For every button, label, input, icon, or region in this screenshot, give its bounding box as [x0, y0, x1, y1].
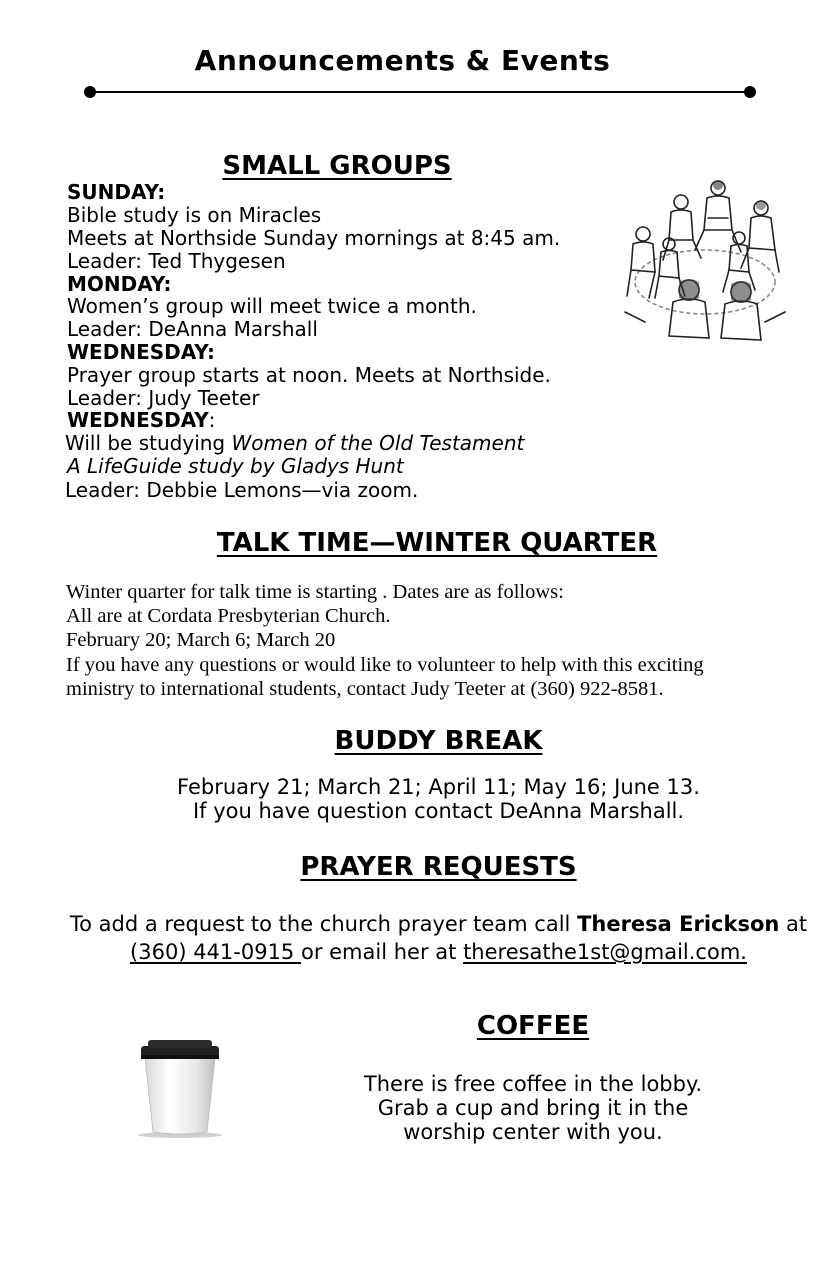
- prayer-contact-name: Theresa Erickson: [577, 912, 780, 936]
- small-groups-title: SMALL GROUPS: [222, 151, 452, 181]
- talk-time-title: TALK TIME—WINTER QUARTER: [216, 528, 658, 558]
- coffee-line3: worship center with you.: [403, 1120, 663, 1144]
- coffee-line2: Grab a cup and bring it in the: [377, 1096, 689, 1120]
- coffee-cup-icon: [130, 1036, 230, 1144]
- coffee-line1: There is free coffee in the lobby.: [363, 1072, 703, 1096]
- coffee-title: COFFEE: [476, 1011, 590, 1041]
- talk-time-line5: ministry to international students, contact Judy Teeter at (360) 922-8581.: [66, 678, 664, 700]
- prayer-line2: (360) 441-0915 or email her at theresathe1st@gmail.com.: [130, 940, 747, 964]
- buddy-break-contact: If you have question contact DeAnna Marshall.: [192, 799, 685, 823]
- prayer-requests-title: PRAYER REQUESTS: [300, 852, 577, 882]
- small-group-illustration: [615, 172, 795, 352]
- wednesday2-leader: Leader: Debbie Lemons—via zoom.: [65, 478, 419, 502]
- rule-right-dot: [744, 86, 756, 98]
- wednesday2-line1: Will be studying Women of the Old Testament: [65, 431, 525, 455]
- monday-leader: Leader: DeAnna Marshall: [67, 317, 318, 341]
- prayer-email-link[interactable]: theresathe1st@gmail.com.: [463, 940, 747, 964]
- prayer-phone-link[interactable]: (360) 441-0915: [130, 940, 301, 964]
- wednesday2-heading: WEDNESDAY:: [67, 408, 216, 432]
- wednesday2-subtitle: A LifeGuide study by Gladys Hunt: [67, 454, 404, 478]
- wednesday1-line1: Prayer group starts at noon. Meets at Northside.: [67, 363, 551, 387]
- talk-time-line3: February 20; March 6; March 20: [66, 629, 336, 651]
- sunday-line2: Meets at Northside Sunday mornings at 8:45 am.: [67, 226, 561, 250]
- talk-time-line1: Winter quarter for talk time is starting . Dates are as follows:: [66, 581, 564, 603]
- book-title: Women of the Old Testament: [231, 431, 525, 455]
- page-title: Announcements & Events: [194, 44, 611, 77]
- monday-heading: MONDAY:: [67, 272, 172, 296]
- buddy-break-dates: February 21; March 21; April 11; May 16; June 13.: [177, 775, 700, 799]
- buddy-break-title: BUDDY BREAK: [334, 726, 543, 756]
- header-rule: [90, 91, 750, 93]
- prayer-line1: To add a request to the church prayer team call Theresa Erickson at: [69, 912, 808, 936]
- sunday-leader: Leader: Ted Thygesen: [67, 249, 286, 273]
- sunday-line1: Bible study is on Miracles: [67, 203, 322, 227]
- talk-time-line2: All are at Cordata Presbyterian Church.: [66, 605, 391, 627]
- wednesday1-leader: Leader: Judy Teeter: [67, 386, 260, 410]
- wednesday1-heading: WEDNESDAY:: [67, 340, 216, 364]
- monday-line1: Women’s group will meet twice a month.: [67, 294, 477, 318]
- sunday-heading: SUNDAY:: [67, 180, 166, 204]
- talk-time-line4: If you have any questions or would like to volunteer to help with this exciting: [66, 654, 704, 676]
